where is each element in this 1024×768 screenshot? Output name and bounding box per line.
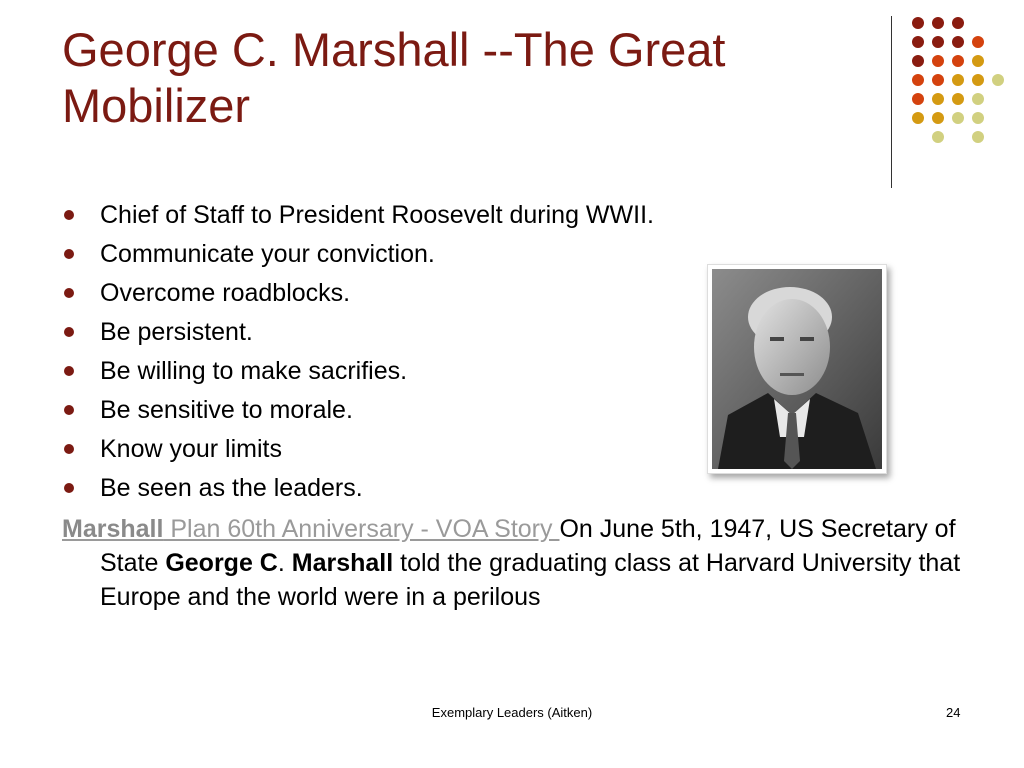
paragraph-text: told the graduating class at Harvard University that Europe and the world were in a perilous	[100, 549, 961, 611]
list-item	[62, 313, 654, 352]
dot	[932, 93, 944, 105]
list-item	[62, 274, 654, 313]
list-item	[62, 391, 654, 430]
dot	[932, 55, 944, 67]
dot	[952, 55, 964, 67]
dot	[952, 93, 964, 105]
dot	[952, 74, 964, 86]
list-item	[62, 196, 654, 235]
dot	[932, 17, 944, 29]
bullet-icon	[64, 405, 74, 415]
bullet-text: Know your limits	[100, 435, 282, 463]
dot	[912, 17, 924, 29]
dot	[952, 36, 964, 48]
paragraph-bold-name: Marshall	[291, 549, 394, 577]
link-bold-text: Marshall	[62, 515, 164, 543]
portrait-photo	[707, 264, 887, 474]
list-item	[62, 352, 654, 391]
voa-story-link[interactable]	[62, 515, 559, 543]
dot	[952, 112, 964, 124]
bullet-icon	[64, 444, 74, 454]
bullet-text: Chief of Staff to President Roosevelt during WWII.	[100, 201, 654, 229]
dot	[912, 74, 924, 86]
decorative-dot-grid	[0, 0, 1024, 170]
bullet-text: Communicate your conviction.	[100, 240, 435, 268]
bullet-icon	[64, 249, 74, 259]
page-number: 24	[946, 705, 961, 720]
bullet-text: Be seen as the leaders.	[100, 474, 363, 502]
bullet-text: Be sensitive to morale.	[100, 396, 353, 424]
list-item	[62, 430, 654, 469]
dot	[932, 112, 944, 124]
dot	[932, 131, 944, 143]
paragraph-text: On June 5th, 1947, US Secretary of State	[100, 515, 956, 577]
dot	[932, 74, 944, 86]
bullet-icon	[64, 483, 74, 493]
bullet-text: Overcome roadblocks.	[100, 279, 351, 307]
list-item	[62, 235, 654, 274]
list-item	[62, 469, 654, 508]
dot	[972, 112, 984, 124]
footer-title: Exemplary Leaders (Aitken)	[431, 705, 593, 720]
dot	[992, 74, 1004, 86]
dot	[972, 74, 984, 86]
dot	[972, 36, 984, 48]
bullet-text: Be persistent.	[100, 318, 253, 346]
dot	[932, 36, 944, 48]
slide-title: George C. Marshall --The Great Mobilizer	[62, 23, 726, 132]
dot	[912, 112, 924, 124]
bullet-list	[62, 196, 654, 508]
bullet-icon	[64, 327, 74, 337]
bullet-icon	[64, 366, 74, 376]
bullet-icon	[64, 210, 74, 220]
bullet-text: Be willing to make sacrifies.	[100, 357, 408, 385]
dot	[912, 93, 924, 105]
dot	[972, 55, 984, 67]
dot	[972, 93, 984, 105]
paragraph-text: .	[277, 549, 292, 577]
reference-paragraph	[62, 512, 1005, 614]
link-text: Plan 60th Anniversary - VOA Story	[163, 515, 560, 543]
bullet-icon	[64, 288, 74, 298]
dot	[912, 36, 924, 48]
portrait-image	[708, 265, 886, 473]
dot	[952, 17, 964, 29]
dot	[972, 131, 984, 143]
dot	[912, 55, 924, 67]
paragraph-bold-name: George C	[165, 549, 278, 577]
